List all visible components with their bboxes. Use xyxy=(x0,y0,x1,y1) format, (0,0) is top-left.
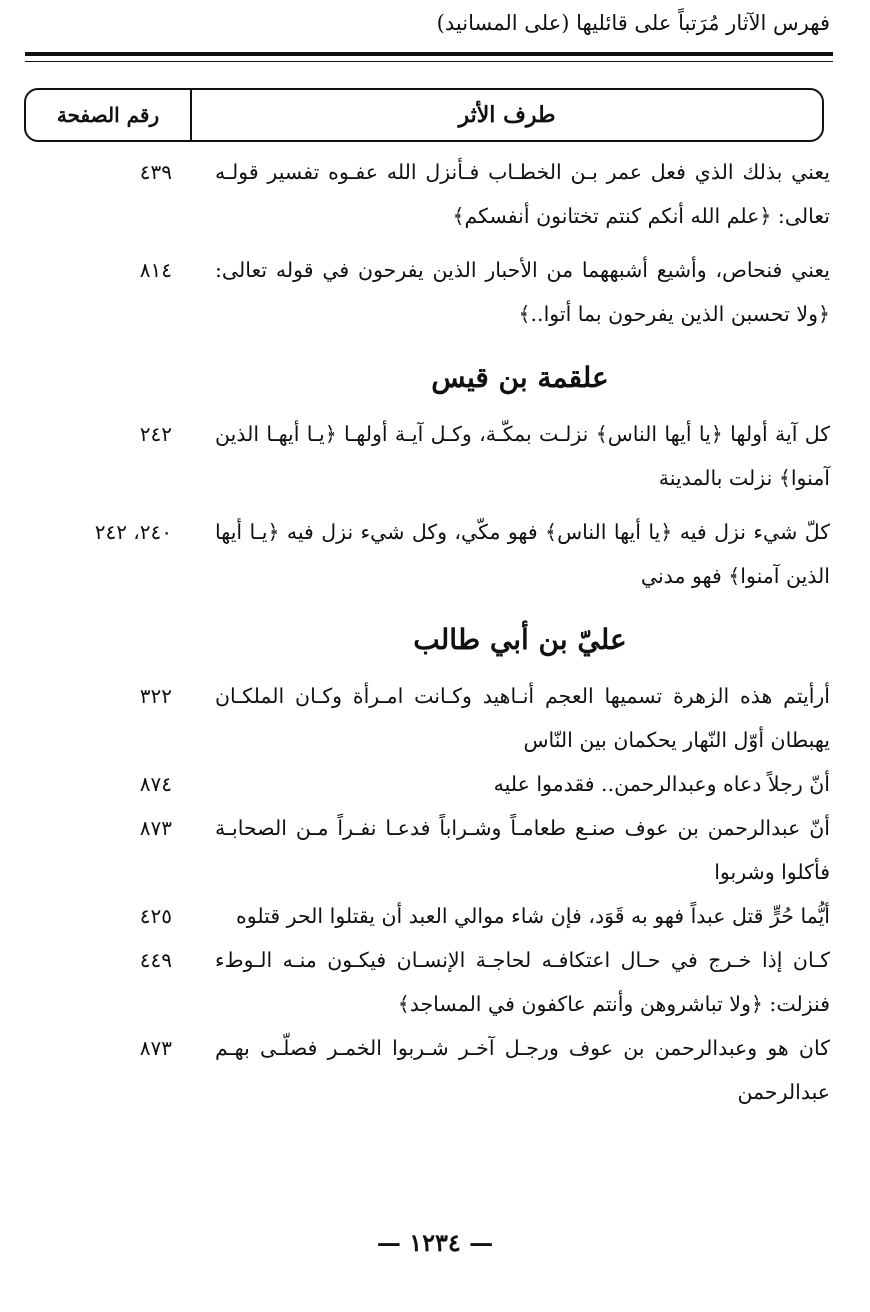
entry-page-number: ٣٢٢ xyxy=(139,684,172,708)
index-entry xyxy=(0,412,870,500)
entry-page-number: ٤٣٩ xyxy=(139,160,172,184)
section-title-alqama: علقمة بن قيس xyxy=(431,361,609,394)
entry-text: كان هو وعبدالرحمن بن عوف ورجـل آخـر شـربوا الخمـر فصلّـى بهـم عبدالرحمن xyxy=(215,1036,830,1104)
index-entry xyxy=(0,762,870,806)
entry-text: كل آية أولها ﴿يا أيها الناس﴾ نزلـت بمكّـة، وكـل آيـة أولهـا ﴿يـا أيهـا الذين آمنوا﴾ نزلت بالمدينة xyxy=(215,422,830,490)
header-rule-thin xyxy=(25,61,833,62)
entry-text: أرأيتم هذه الزهرة تسميها العجم أنـاهيد وكـانت امـرأة وكـان الملكـان يهبطان أوّل النّهار يحكمان بين النّاس xyxy=(215,684,830,752)
entry-page-number: ٨٧٣ xyxy=(139,1036,172,1060)
index-entry xyxy=(0,806,870,894)
section-title-ali: عليّ بن أبي طالب xyxy=(413,623,627,656)
index-table-header xyxy=(24,88,824,142)
index-entry xyxy=(0,938,870,1026)
running-title: فهرس الآثار مُرَتباً على قائليها (على المسانيد) xyxy=(436,11,830,35)
entry-page-number: ٢٤٠، ٢٤٢ xyxy=(94,520,172,544)
header-athar-column: طرف الأثر xyxy=(458,102,556,128)
index-entry xyxy=(0,150,870,238)
entry-page-number: ٤٤٩ xyxy=(139,948,172,972)
page-number: — ١٢٣٤ — xyxy=(376,1228,494,1257)
header-page-column: رقم الصفحة xyxy=(26,90,192,140)
entry-page-number: ٢٤٢ xyxy=(139,422,172,446)
entry-page-number: ٨٧٣ xyxy=(139,816,172,840)
entry-text: يعني فنحاص، وأشيع أشبههما من الأحبار الذين يفرحون في قوله تعالى: ﴿ولا تحسبن الذين يفرحون بما أتوا..﴾ xyxy=(215,258,830,326)
entry-text: أنّ عبدالرحمن بن عوف صنـع طعامـاً وشـراباً فدعـا نفـراً مـن الصحابـة فأكلوا وشربوا xyxy=(215,816,830,884)
entry-text: كلّ شيء نزل فيه ﴿يا أيها الناس﴾ فهو مكّي، وكل شيء نزل فيه ﴿يـا أيها الذين آمنوا﴾ فهو مدني xyxy=(215,520,830,588)
index-entry xyxy=(0,248,870,336)
index-entry xyxy=(0,1026,870,1114)
entry-text: أيُّما حُرٍّ قتل عبداً فهو به قَوَد، فإن شاء موالي العبد أن يقتلوا الحر قتلوه xyxy=(236,904,830,928)
header-rule-thick xyxy=(25,52,833,56)
entry-text: يعني بذلك الذي فعل عمر بـن الخطـاب فـأنزل الله عفـوه تفسير قولـه تعالى: ﴿علم الله أنكم كنتم تختانون أنفسكم﴾ xyxy=(215,160,830,228)
entry-text: كـان إذا خـرج في حـال اعتكافـه لحاجـة الإنسـان فيكـون منـه الـوطء فنزلت: ﴿ولا تباشروهن وأنتم عاكفون في المساجد﴾ xyxy=(215,948,830,1016)
index-entry xyxy=(0,674,870,762)
index-entry xyxy=(0,510,870,598)
entry-page-number: ٨٧٤ xyxy=(139,772,172,796)
entry-text: أنّ رجلاً دعاه وعبدالرحمن.. فقدموا عليه xyxy=(493,772,830,796)
entry-page-number: ٤٢٥ xyxy=(139,904,172,928)
index-entry xyxy=(0,894,870,938)
entry-page-number: ٨١٤ xyxy=(139,258,172,282)
index-entries xyxy=(0,150,870,1114)
